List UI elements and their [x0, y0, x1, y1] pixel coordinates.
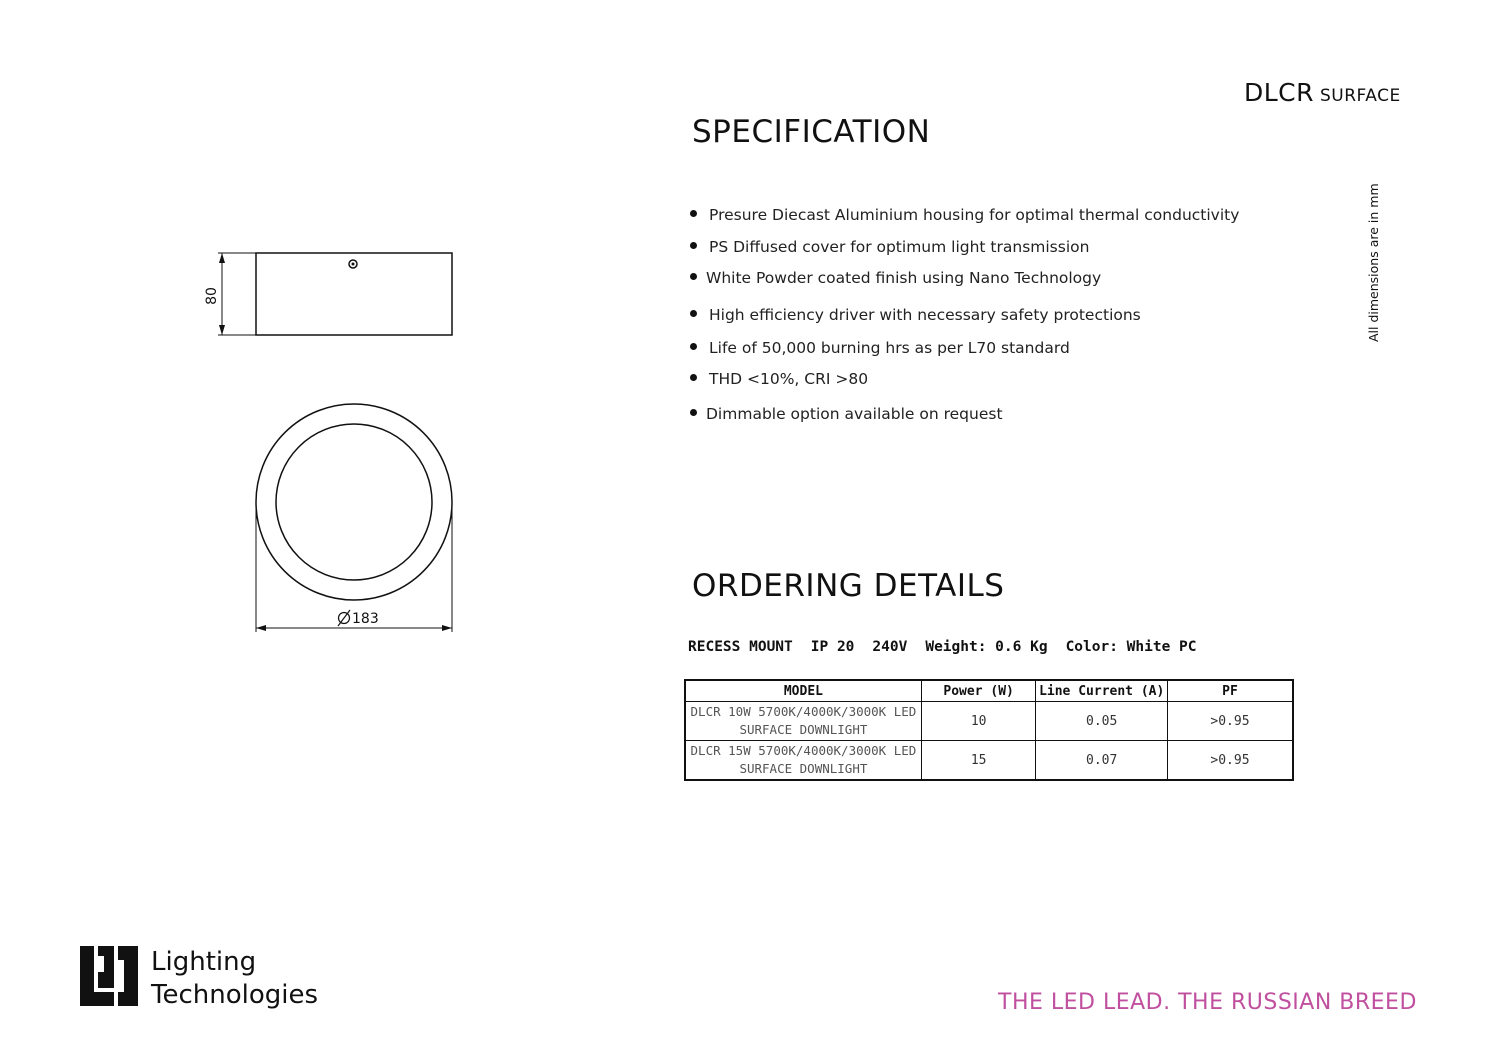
mount-details — [688, 639, 1215, 655]
current-cell: 0.05 — [1036, 702, 1168, 741]
color-spec: Color: White PC — [1065, 639, 1197, 655]
list-item: PS Diffused cover for optimum light transmission — [690, 238, 1089, 256]
column-header: MODEL — [685, 680, 921, 702]
tagline: THE LED LEAD. THE RUSSIAN BREED — [998, 990, 1417, 1015]
product-subtitle: SURFACE — [1320, 86, 1401, 106]
brand-name: Lighting Technologies — [151, 947, 319, 1010]
ip-rating: IP 20 — [810, 639, 855, 655]
power-cell: 15 — [921, 741, 1036, 781]
pf-cell: >0.95 — [1167, 702, 1293, 741]
list-item: Life of 50,000 burning hrs as per L70 standard — [690, 339, 1070, 357]
weight: Weight: 0.6 Kg — [925, 639, 1048, 655]
column-header: PF — [1167, 680, 1293, 702]
bullet-icon — [690, 343, 697, 350]
ordering-table — [684, 679, 1294, 781]
product-title — [1244, 78, 1401, 107]
table-header-row — [685, 680, 1293, 702]
height-dimension-label: 80 — [204, 287, 220, 305]
table-row — [685, 702, 1293, 741]
bullet-icon — [690, 310, 697, 317]
mount-type: RECESS MOUNT — [688, 639, 793, 655]
table-row — [685, 741, 1293, 781]
column-header: Power (W) — [921, 680, 1036, 702]
model-cell: DLCR 15W 5700K/4000K/3000K LED SURFACE DOWNLIGHT — [685, 741, 921, 781]
company-logo-icon — [80, 946, 140, 1006]
outer-ring — [256, 404, 452, 600]
diameter-dimension-label: 183 — [352, 611, 379, 627]
pf-cell: >0.95 — [1167, 741, 1293, 781]
power-cell: 10 — [921, 702, 1036, 741]
list-item: Presure Diecast Aluminium housing for optimal thermal conductivity — [690, 206, 1239, 224]
list-item: White Powder coated finish using Nano Technology — [690, 269, 1101, 287]
inner-ring — [276, 424, 432, 580]
current-cell: 0.07 — [1036, 741, 1168, 781]
voltage: 240V — [872, 639, 908, 655]
product-name: DLCR — [1244, 78, 1315, 107]
list-item: THD <10%, CRI >80 — [690, 370, 868, 388]
ordering-title: ORDERING DETAILS — [692, 568, 1005, 604]
bullet-icon — [690, 210, 697, 217]
list-item: Dimmable option available on request — [690, 405, 1003, 423]
column-header: Line Current (A) — [1036, 680, 1168, 702]
bullet-icon — [690, 409, 697, 416]
technical-drawing — [200, 240, 480, 650]
bullet-icon — [690, 242, 697, 249]
bullet-icon — [690, 273, 697, 280]
model-cell: DLCR 10W 5700K/4000K/3000K LED SURFACE DOWNLIGHT — [685, 702, 921, 741]
dimension-note: All dimensions are in mm — [1366, 183, 1381, 342]
specification-title: SPECIFICATION — [692, 114, 931, 150]
side-view — [256, 253, 452, 335]
bullet-icon — [690, 374, 697, 381]
list-item: High efficiency driver with necessary safety protections — [690, 306, 1141, 324]
